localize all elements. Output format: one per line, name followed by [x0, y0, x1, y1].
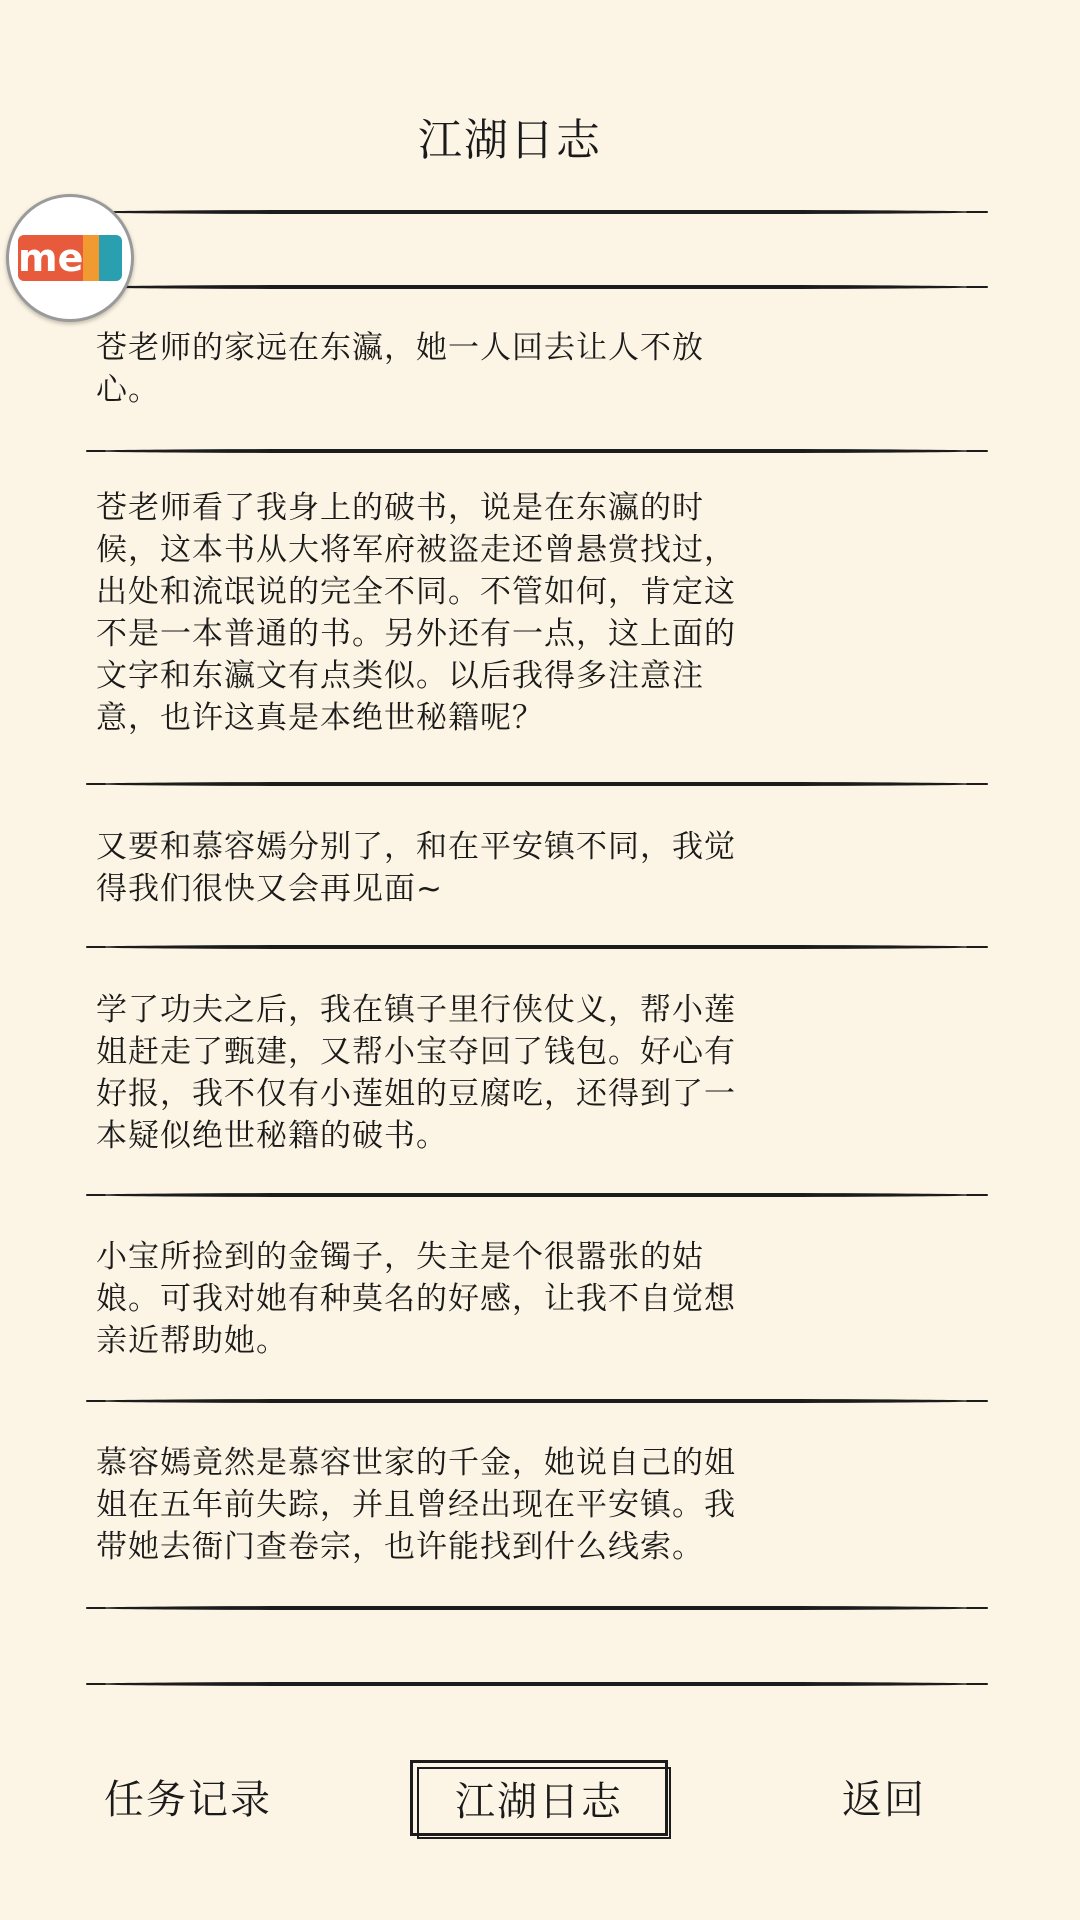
journal-entry: 苍老师看了我身上的破书，说是在东瀛的时 候，这本书从大将军府被盗走还曾悬赏找过， 出处和流氓说的完全不同。不管如何，肯定这 不是一本普通的书。另外还有一点，这上面的 文字和东瀛文有点类似。以后我得多注意注 意，也许这真是本绝世秘籍呢？: [96, 490, 736, 736]
page-title: 江湖日志: [418, 115, 602, 166]
me-logo-icon: [18, 235, 122, 281]
tab-journal-active[interactable]: 江湖日志: [410, 1760, 668, 1836]
divider: [92, 1399, 980, 1403]
divider: [92, 449, 980, 453]
journal-entry: 慕容嫣竟然是慕容世家的千金，她说自己的姐 姐在五年前失踪，并且曾经出现在平安镇。我 带她去衙门查卷宗，也许能找到什么线索。: [96, 1445, 736, 1565]
divider: [92, 210, 980, 214]
bottom-nav: [0, 1740, 1080, 1860]
divider: [92, 285, 980, 289]
journal-entry: 苍老师的家远在东瀛，她一人回去让人不放 心。: [96, 330, 704, 408]
divider: [92, 1606, 980, 1610]
journal-entry: 小宝所捡到的金镯子，失主是个很嚣张的姑 娘。可我对她有种莫名的好感，让我不自觉想 亲近帮助她。: [96, 1239, 736, 1359]
logo-stripe: [99, 235, 122, 281]
logo-letter-m: me: [18, 236, 84, 280]
divider: [92, 945, 980, 949]
tab-task-records[interactable]: 任务记录: [104, 1777, 272, 1823]
divider: [92, 1193, 980, 1197]
divider: [92, 782, 980, 786]
divider: [92, 1682, 980, 1686]
floating-logo-button[interactable]: [6, 194, 134, 322]
journal-entry: 学了功夫之后，我在镇子里行侠仗义，帮小莲 姐赶走了甄建，又帮小宝夺回了钱包。好心有 好报，我不仅有小莲姐的豆腐吃，还得到了一 本疑似绝世秘籍的破书。: [96, 992, 736, 1154]
journal-entry: 又要和慕容嫣分别了，和在平安镇不同，我觉 得我们很快又会再见面~: [96, 829, 736, 907]
back-button[interactable]: 返回: [842, 1777, 926, 1823]
logo-stripe: [83, 235, 98, 281]
